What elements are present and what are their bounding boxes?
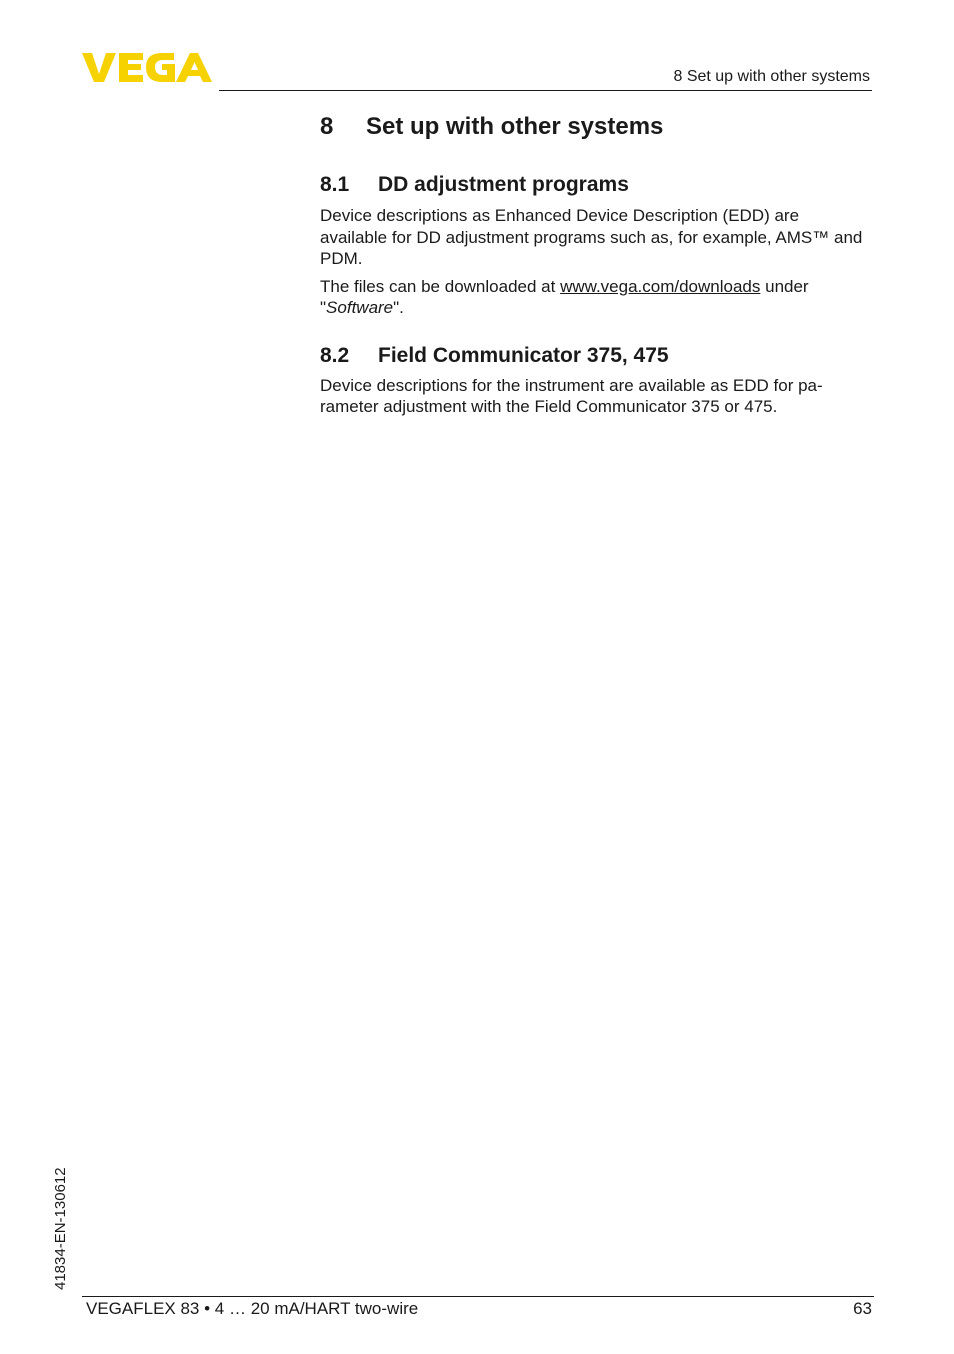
header-rule <box>219 90 872 91</box>
subsection-title: DD adjustment programs <box>378 173 629 196</box>
paragraph-field-communicator: Device descriptions for the instrument are available as EDD for pa- rameter adjustment with the Field Communicator 375 or 475. <box>320 375 823 416</box>
page-content <box>320 110 865 418</box>
paragraph-edd: Device descriptions as Enhanced Device Description (EDD) are available for DD adjustment programs such as, for example, AMS™ and PDM. <box>320 206 863 268</box>
paragraph-downloads <box>320 276 865 319</box>
page-number: 63 <box>853 1299 872 1318</box>
text-span: under " <box>320 276 809 317</box>
software-emphasis: Software <box>326 298 394 317</box>
section-number: 8 <box>320 113 334 140</box>
subsection-heading-8-1 <box>320 171 865 199</box>
subsection-number: 8.1 <box>320 173 350 196</box>
section-heading <box>320 110 865 144</box>
subsection-heading-8-2 <box>320 342 865 370</box>
footer-product: VEGAFLEX 83 • 4 … 20 mA/HART two-wire <box>86 1299 419 1318</box>
text-span: The files can be downloaded at <box>320 276 561 296</box>
text-span: ". <box>393 298 404 317</box>
document-id: 41834-EN-130612 <box>52 1167 69 1290</box>
subsection-number: 8.2 <box>320 343 350 367</box>
subsection-title: Field Communicator 375, 475 <box>378 343 669 367</box>
vega-logo <box>82 51 212 83</box>
footer-rule <box>82 1296 874 1297</box>
section-title: Set up with other systems <box>366 113 664 140</box>
running-head: 8 Set up with other systems <box>673 68 870 85</box>
downloads-link[interactable]: www.vega.com/downloads <box>560 276 761 296</box>
